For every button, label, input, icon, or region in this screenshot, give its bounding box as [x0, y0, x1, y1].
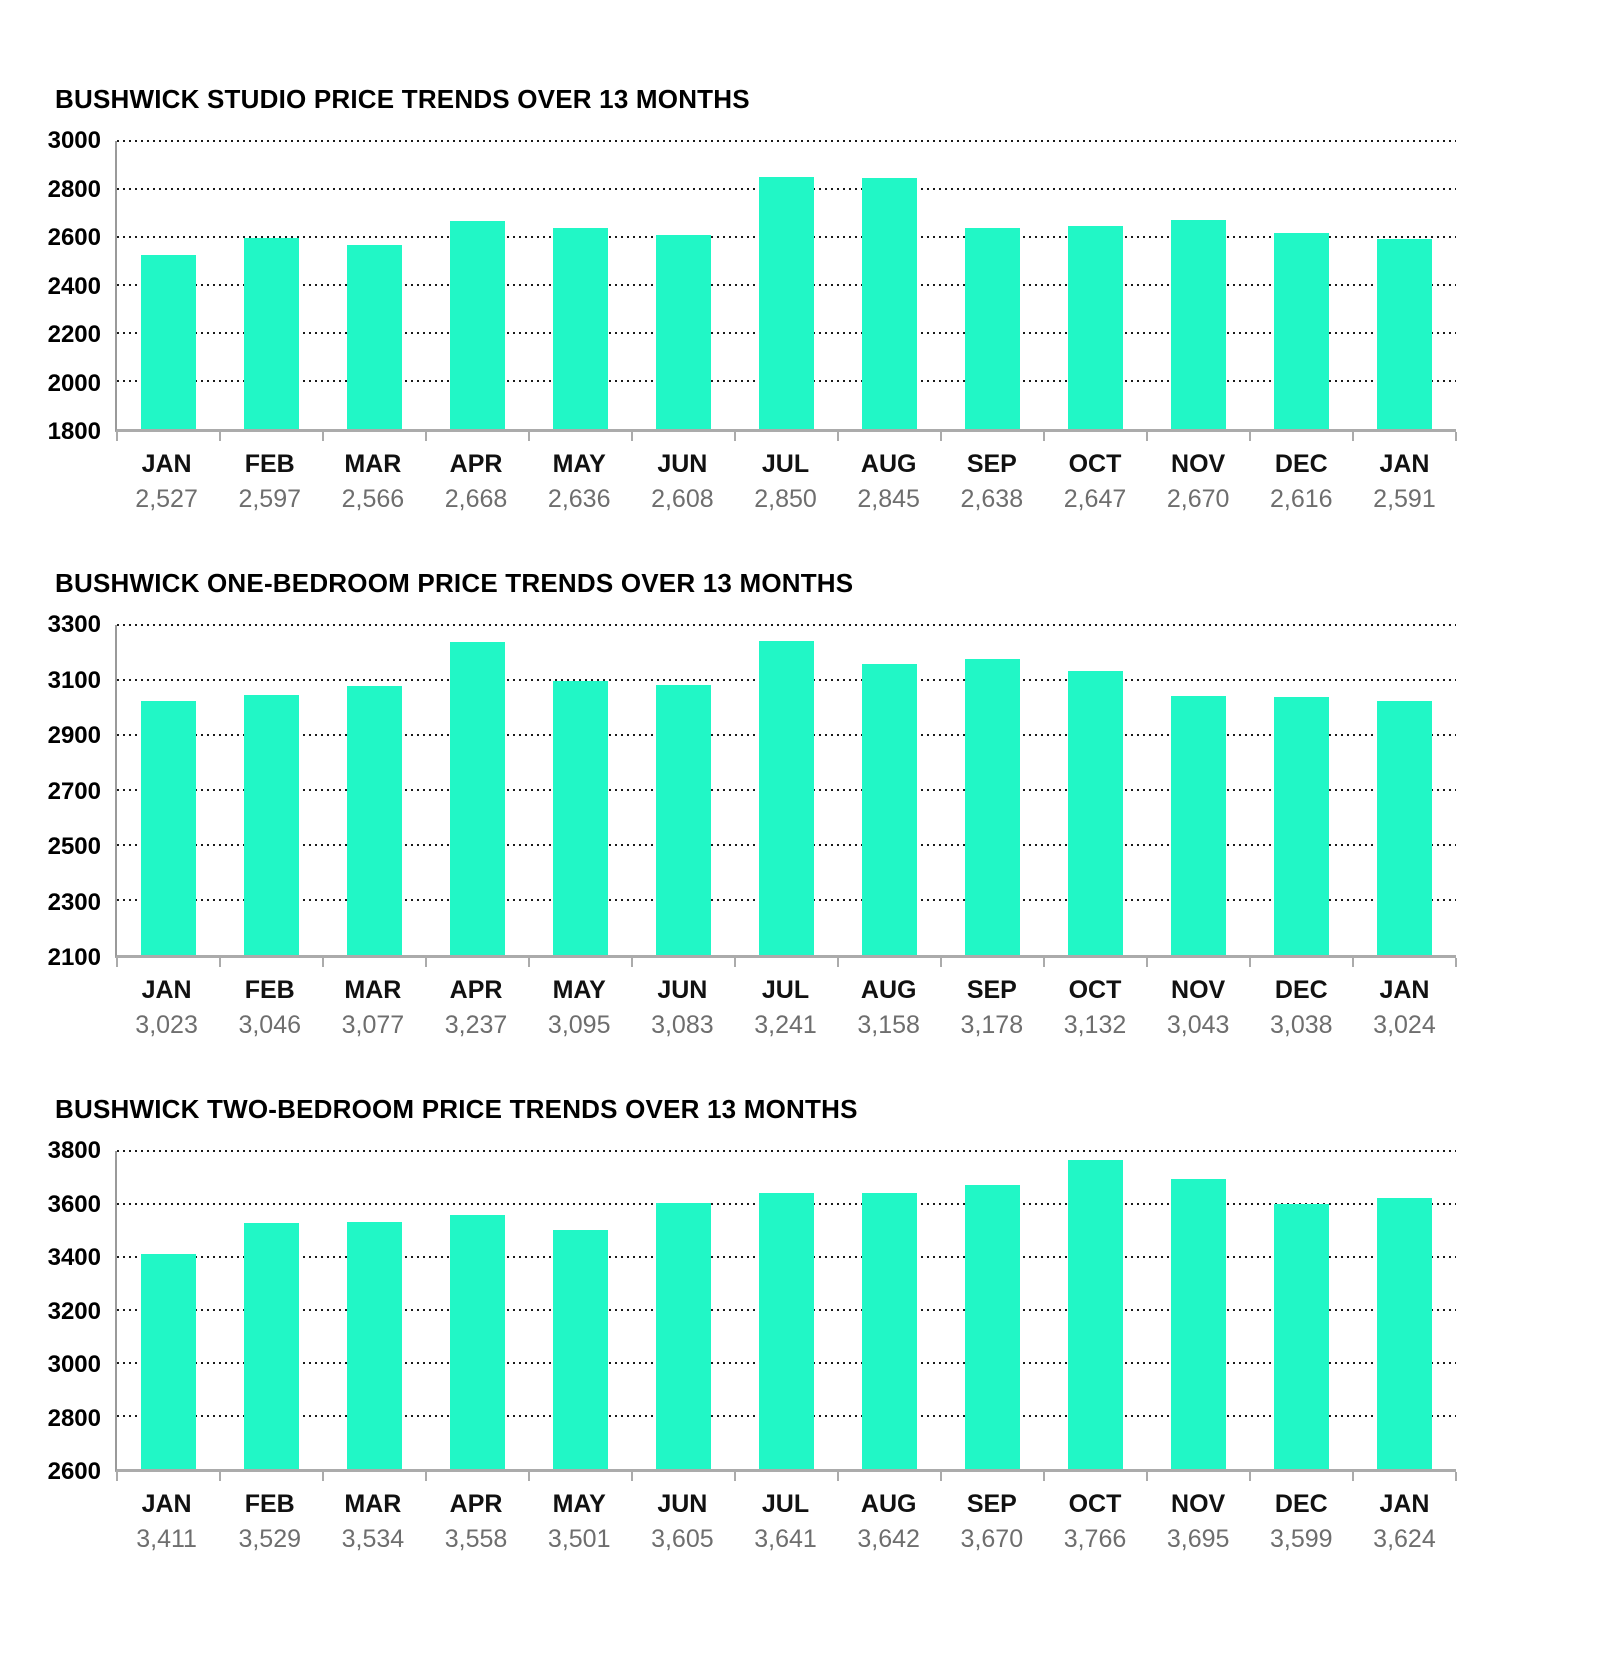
- x-label-column: [631, 1490, 734, 1554]
- value-label: 3,641: [754, 1525, 817, 1553]
- value-label: 3,077: [341, 1011, 405, 1039]
- value-label: 2,591: [1373, 485, 1436, 513]
- month-label: JUL: [761, 976, 810, 1004]
- value-label: 3,411: [136, 1525, 197, 1553]
- month-label: JUL: [761, 450, 810, 478]
- x-label-column: [940, 1490, 1043, 1554]
- value-label: 3,695: [1166, 1525, 1230, 1553]
- value-label: 3,237: [444, 1011, 508, 1039]
- value-label: 2,566: [341, 485, 405, 513]
- chart-two-bedroom: [0, 1094, 1600, 1554]
- value-label: 3,670: [960, 1525, 1024, 1553]
- x-label-column: [1147, 976, 1250, 1040]
- month-label: JAN: [1379, 976, 1430, 1004]
- bar-slot: [941, 141, 1044, 429]
- bar-slot: [632, 141, 735, 429]
- bar-jul-6: [759, 641, 814, 955]
- axis-tick: [219, 432, 221, 441]
- chart-body: [0, 127, 1600, 445]
- axis-tick: [940, 958, 942, 967]
- month-label: NOV: [1171, 1490, 1226, 1518]
- axis-tick: [837, 1472, 839, 1481]
- month-label: DEC: [1274, 1490, 1328, 1518]
- x-label-column: [1147, 1490, 1250, 1554]
- bar-may-4: [553, 681, 608, 955]
- axis-tick: [1249, 958, 1251, 967]
- value-label: 2,597: [238, 485, 302, 513]
- axis-tick: [734, 432, 736, 441]
- y-tick-label: 2300: [47, 888, 101, 916]
- axis-tick: [1352, 958, 1354, 967]
- value-label: 3,158: [857, 1011, 920, 1039]
- bar-slot: [1353, 1151, 1456, 1469]
- month-label: SEP: [966, 450, 1017, 478]
- axis-tick: [631, 432, 633, 441]
- axis-tick: [116, 432, 118, 441]
- axis-tick: [940, 1472, 942, 1481]
- bar-slot: [529, 141, 632, 429]
- y-tick-label: 3200: [47, 1297, 101, 1325]
- month-label: MAR: [344, 976, 402, 1004]
- axis-tick: [116, 958, 118, 967]
- x-label-column: [1043, 976, 1146, 1040]
- x-label-column: [528, 1490, 631, 1554]
- month-label: APR: [449, 976, 503, 1004]
- month-label: MAY: [552, 450, 606, 478]
- value-label: 3,046: [238, 1011, 302, 1039]
- bar-slot: [1044, 625, 1147, 955]
- month-label: MAY: [552, 1490, 606, 1518]
- x-label-column: [218, 976, 321, 1040]
- bar-jan-12: [1377, 1198, 1432, 1469]
- month-label: JAN: [141, 976, 192, 1004]
- bar-mar-2: [347, 686, 402, 955]
- x-label-column: [1353, 1490, 1456, 1554]
- bar-slot: [735, 1151, 838, 1469]
- value-label: 3,624: [1373, 1525, 1436, 1553]
- bar-slot: [220, 625, 323, 955]
- axis-tick: [425, 432, 427, 441]
- y-tick-label: 3600: [47, 1190, 101, 1218]
- bar-slot: [735, 141, 838, 429]
- bar-slot: [426, 1151, 529, 1469]
- value-label: 3,083: [651, 1011, 714, 1039]
- y-tick-label: 2800: [47, 1404, 101, 1432]
- x-label-column: [940, 976, 1043, 1040]
- axis-tick: [1146, 1472, 1148, 1481]
- bar-dec-11: [1274, 1204, 1329, 1469]
- plot-area: [115, 1151, 1456, 1472]
- bar-feb-1: [244, 1223, 299, 1469]
- month-label: JAN: [1379, 450, 1430, 478]
- bar-slot: [117, 625, 220, 955]
- month-label: SEP: [966, 976, 1017, 1004]
- bar-jan-12: [1377, 701, 1432, 955]
- bar-sep-8: [965, 228, 1020, 429]
- axis-tick: [322, 958, 324, 967]
- value-label: 3,043: [1166, 1011, 1230, 1039]
- x-label-column: [1250, 1490, 1353, 1554]
- bar-jul-6: [759, 1193, 814, 1469]
- month-label: OCT: [1068, 1490, 1122, 1518]
- axis-tick: [1043, 958, 1045, 967]
- bar-aug-7: [862, 178, 917, 429]
- value-label: 3,605: [651, 1525, 714, 1553]
- x-label-column: [631, 976, 734, 1040]
- value-label: 2,670: [1166, 485, 1230, 513]
- value-label: 3,024: [1373, 1011, 1436, 1039]
- axis-tick: [1043, 1472, 1045, 1481]
- bar-dec-11: [1274, 697, 1329, 955]
- x-label-column: [424, 976, 527, 1040]
- y-axis: [0, 1137, 115, 1485]
- bar-dec-11: [1274, 233, 1329, 429]
- bar-slot: [1353, 141, 1456, 429]
- month-label: APR: [449, 1490, 503, 1518]
- plot-area: [115, 625, 1456, 958]
- y-tick-label: 3400: [47, 1244, 101, 1271]
- bar-sep-8: [965, 1185, 1020, 1469]
- bar-slot: [220, 1151, 323, 1469]
- value-label: 3,038: [1270, 1011, 1333, 1039]
- x-label-column: [321, 1490, 424, 1554]
- bar-may-4: [553, 228, 608, 429]
- value-label: 2,845: [857, 485, 920, 513]
- value-label: 3,501: [547, 1525, 611, 1553]
- value-label: 3,178: [960, 1011, 1024, 1039]
- bar-oct-9: [1068, 226, 1123, 429]
- bars: [117, 625, 1456, 955]
- x-label-column: [1353, 450, 1456, 514]
- bar-slot: [529, 1151, 632, 1469]
- y-tick-label: 1800: [47, 418, 101, 445]
- axis-tick: [1249, 432, 1251, 441]
- bar-slot: [323, 1151, 426, 1469]
- month-label: DEC: [1274, 450, 1328, 478]
- x-label-column: [837, 976, 940, 1040]
- bar-mar-2: [347, 1222, 402, 1470]
- value-label: 3,095: [547, 1011, 611, 1039]
- bar-jan-0: [141, 255, 196, 429]
- y-tick-label: 3300: [47, 611, 101, 638]
- axis-tick: [1146, 432, 1148, 441]
- x-label-column: [1147, 450, 1250, 514]
- bar-slot: [1250, 1151, 1353, 1469]
- month-label: FEB: [244, 450, 295, 478]
- month-label: JUN: [657, 976, 708, 1004]
- x-label-column: [734, 450, 837, 514]
- axis-tick: [528, 1472, 530, 1481]
- y-tick-label: 2900: [47, 722, 101, 749]
- x-label-column: [1043, 450, 1146, 514]
- x-label-column: [1250, 976, 1353, 1040]
- bars: [117, 1151, 1456, 1469]
- y-tick-label: 3800: [47, 1137, 101, 1164]
- month-label: JAN: [141, 1490, 192, 1518]
- month-label: MAY: [552, 976, 606, 1004]
- x-label-column: [424, 450, 527, 514]
- axis-tick: [116, 1472, 118, 1481]
- month-label: NOV: [1171, 450, 1226, 478]
- axis-tick: [322, 1472, 324, 1481]
- x-label-column: [1353, 976, 1456, 1040]
- x-label-column: [115, 976, 218, 1040]
- bar-aug-7: [862, 1193, 917, 1469]
- axis-tick: [219, 958, 221, 967]
- bar-apr-3: [450, 1215, 505, 1469]
- axis-tick: [1352, 432, 1354, 441]
- y-tick-label: 2200: [47, 321, 101, 348]
- bar-slot: [1044, 1151, 1147, 1469]
- bar-jan-0: [141, 1254, 196, 1469]
- bar-oct-9: [1068, 1160, 1123, 1469]
- x-label-column: [321, 976, 424, 1040]
- axis-tick: [1249, 1472, 1251, 1481]
- axis-tick: [425, 958, 427, 967]
- month-label: AUG: [860, 450, 917, 478]
- bar-slot: [838, 1151, 941, 1469]
- x-label-column: [424, 1490, 527, 1554]
- axis-tick: [1043, 432, 1045, 441]
- value-label: 3,241: [754, 1011, 817, 1039]
- bar-sep-8: [965, 659, 1020, 955]
- x-label-column: [115, 1490, 218, 1554]
- month-label: FEB: [244, 976, 295, 1004]
- bar-jan-12: [1377, 239, 1432, 429]
- bar-slot: [735, 625, 838, 955]
- y-tick-label: 3000: [47, 1351, 101, 1378]
- value-label: 3,023: [135, 1011, 198, 1039]
- chart-body: [0, 611, 1600, 971]
- bar-slot: [529, 625, 632, 955]
- month-label: NOV: [1171, 976, 1226, 1004]
- value-label: 2,527: [135, 485, 198, 513]
- axis-tick: [322, 432, 324, 441]
- y-tick-label: 3100: [47, 666, 101, 694]
- bar-aug-7: [862, 664, 917, 955]
- axis-tick: [837, 958, 839, 967]
- axis-tick: [940, 432, 942, 441]
- y-tick-label: 2400: [47, 272, 101, 300]
- axis-tick: [1352, 1472, 1354, 1481]
- bar-slot: [632, 625, 735, 955]
- bar-slot: [323, 141, 426, 429]
- bar-jun-5: [656, 235, 711, 429]
- month-label: JAN: [1379, 1490, 1430, 1518]
- chart-title: BUSHWICK TWO-BEDROOM PRICE TRENDS OVER 13 MONTHS: [55, 1094, 858, 1124]
- value-label: 3,529: [238, 1525, 302, 1553]
- x-label-column: [734, 1490, 837, 1554]
- axis-tick: [219, 1472, 221, 1481]
- bar-slot: [1250, 625, 1353, 955]
- bar-nov-10: [1171, 1179, 1226, 1469]
- bar-slot: [1353, 625, 1456, 955]
- axis-tick: [1146, 958, 1148, 967]
- x-label-column: [218, 450, 321, 514]
- axis-tick: [1455, 958, 1457, 967]
- bar-slot: [838, 141, 941, 429]
- bar-slot: [1250, 141, 1353, 429]
- value-label: 3,534: [341, 1525, 405, 1553]
- axis-tick: [528, 958, 530, 967]
- month-label: FEB: [244, 1490, 295, 1518]
- axis-tick: [1455, 432, 1457, 441]
- chart-studio: [0, 84, 1600, 514]
- x-axis-labels: [115, 450, 1456, 514]
- month-label: JUN: [657, 1490, 708, 1518]
- month-label: MAR: [344, 1490, 402, 1518]
- x-label-column: [1250, 450, 1353, 514]
- chart-title: BUSHWICK ONE-BEDROOM PRICE TRENDS OVER 13 MONTHS: [55, 568, 854, 598]
- axis-tick: [837, 432, 839, 441]
- bar-slot: [1147, 1151, 1250, 1469]
- bar-slot: [220, 141, 323, 429]
- bar-slot: [941, 1151, 1044, 1469]
- month-label: JAN: [141, 450, 192, 478]
- y-axis: [0, 127, 115, 445]
- x-label-column: [631, 450, 734, 514]
- bar-slot: [426, 625, 529, 955]
- x-axis-labels: [115, 976, 1456, 1040]
- x-label-column: [1043, 1490, 1146, 1554]
- y-tick-label: 2600: [47, 224, 101, 251]
- x-label-column: [321, 450, 424, 514]
- value-label: 2,636: [547, 485, 611, 513]
- x-label-column: [115, 450, 218, 514]
- chart-body: [0, 1137, 1600, 1485]
- axis-tick: [1455, 1472, 1457, 1481]
- bar-slot: [117, 141, 220, 429]
- month-label: JUL: [761, 1490, 810, 1518]
- axis-tick: [425, 1472, 427, 1481]
- y-tick-label: 2500: [47, 833, 101, 860]
- x-label-column: [528, 450, 631, 514]
- month-label: MAR: [344, 450, 402, 478]
- month-label: OCT: [1068, 450, 1122, 478]
- value-label: 2,668: [444, 485, 508, 513]
- chart-one-bedroom: [0, 568, 1600, 1040]
- bar-apr-3: [450, 642, 505, 955]
- bar-mar-2: [347, 245, 402, 429]
- value-label: 2,647: [1063, 485, 1127, 513]
- y-tick-label: 2700: [47, 777, 101, 805]
- bar-slot: [117, 1151, 220, 1469]
- x-label-column: [837, 1490, 940, 1554]
- y-axis: [0, 611, 115, 971]
- month-label: AUG: [860, 976, 917, 1004]
- bar-slot: [426, 141, 529, 429]
- month-label: AUG: [860, 1490, 917, 1518]
- bar-slot: [838, 625, 941, 955]
- axis-tick: [631, 1472, 633, 1481]
- bar-feb-1: [244, 238, 299, 429]
- bar-slot: [1147, 625, 1250, 955]
- month-label: DEC: [1274, 976, 1328, 1004]
- bar-feb-1: [244, 695, 299, 955]
- value-label: 2,616: [1270, 485, 1333, 513]
- bar-jun-5: [656, 685, 711, 955]
- value-label: 3,766: [1063, 1525, 1127, 1553]
- bar-nov-10: [1171, 696, 1226, 955]
- value-label: 2,850: [754, 485, 817, 513]
- value-label: 3,558: [444, 1525, 508, 1553]
- bar-nov-10: [1171, 220, 1226, 429]
- value-label: 3,132: [1063, 1011, 1127, 1039]
- bar-jul-6: [759, 177, 814, 429]
- month-label: SEP: [966, 1490, 1017, 1518]
- bar-jan-0: [141, 701, 196, 955]
- axis-tick: [734, 1472, 736, 1481]
- bar-oct-9: [1068, 671, 1123, 955]
- bar-slot: [632, 1151, 735, 1469]
- axis-tick: [631, 958, 633, 967]
- x-label-column: [837, 450, 940, 514]
- x-label-column: [734, 976, 837, 1040]
- axis-tick: [734, 958, 736, 967]
- y-tick-label: 2600: [47, 1458, 101, 1485]
- month-label: JUN: [657, 450, 708, 478]
- bar-slot: [941, 625, 1044, 955]
- bar-jun-5: [656, 1203, 711, 1469]
- bars: [117, 141, 1456, 429]
- bar-slot: [1147, 141, 1250, 429]
- bar-may-4: [553, 1230, 608, 1469]
- x-axis-labels: [115, 1490, 1456, 1554]
- chart-title: BUSHWICK STUDIO PRICE TRENDS OVER 13 MONTHS: [55, 84, 750, 114]
- bar-slot: [1044, 141, 1147, 429]
- value-label: 3,642: [857, 1525, 920, 1553]
- y-tick-label: 3000: [47, 127, 101, 154]
- x-label-column: [528, 976, 631, 1040]
- y-tick-label: 2800: [47, 175, 101, 203]
- month-label: OCT: [1068, 976, 1122, 1004]
- y-tick-label: 2000: [47, 369, 101, 397]
- x-label-column: [940, 450, 1043, 514]
- value-label: 2,638: [960, 485, 1024, 513]
- axis-tick: [528, 432, 530, 441]
- plot-area: [115, 141, 1456, 432]
- month-label: APR: [449, 450, 503, 478]
- x-label-column: [218, 1490, 321, 1554]
- bar-slot: [323, 625, 426, 955]
- bar-apr-3: [450, 221, 505, 429]
- value-label: 3,599: [1270, 1525, 1333, 1553]
- y-tick-label: 2100: [47, 944, 101, 971]
- value-label: 2,608: [651, 485, 714, 513]
